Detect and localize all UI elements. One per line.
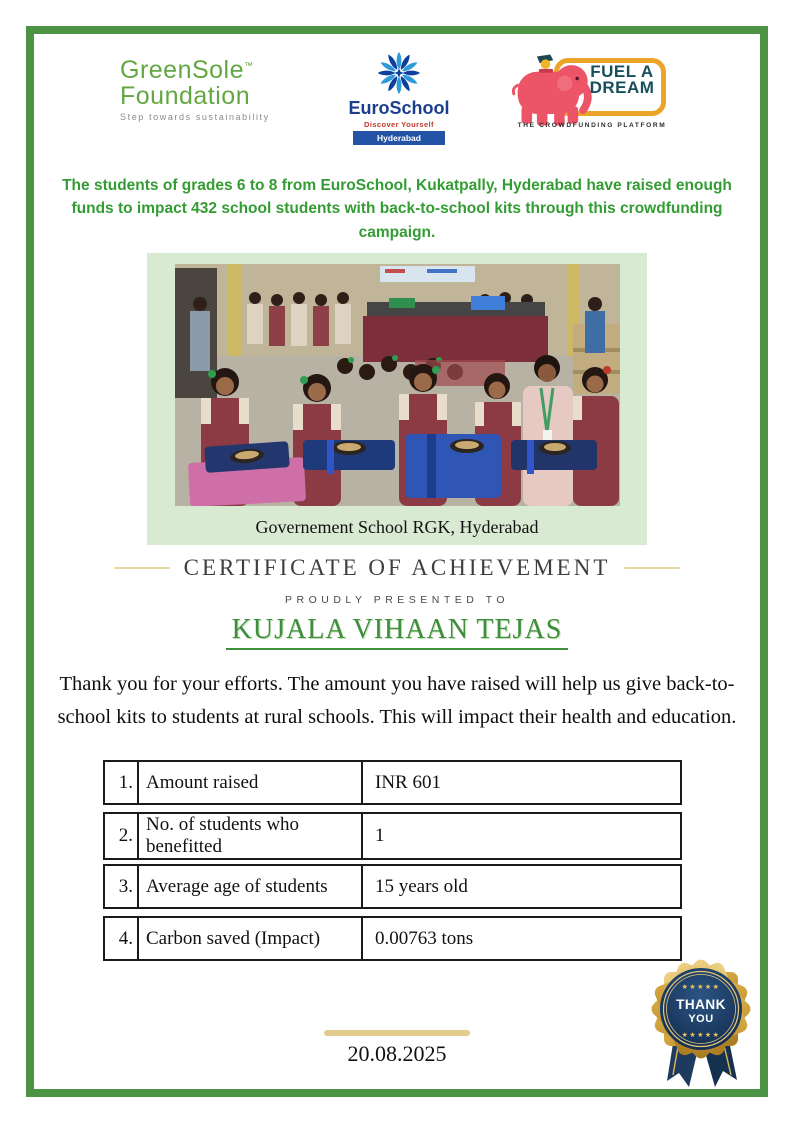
row-number: 3. — [103, 864, 137, 909]
photo-card — [147, 253, 647, 545]
certificate-title: CERTIFICATE OF ACHIEVEMENT — [183, 555, 611, 580]
table-row — [103, 864, 682, 909]
recipient-wrap — [0, 614, 794, 650]
row-number: 4. — [103, 916, 137, 961]
row-value: INR 601 — [363, 760, 682, 805]
thank-you-badge — [641, 953, 761, 1095]
badge-stars-bottom: ★★★★★ — [681, 1031, 721, 1039]
fueladream-line1: FUEL A — [590, 62, 654, 81]
row-label: Average age of students — [137, 864, 363, 909]
certificate-date: 20.08.2025 — [347, 1041, 447, 1066]
euroschool-logo — [344, 50, 454, 145]
fueladream-logo — [510, 52, 668, 132]
fueladream-wordmark — [582, 64, 662, 96]
greensole-tagline: Step towards sustainability — [120, 112, 270, 122]
title-rule-right — [624, 567, 680, 569]
badge-thank: THANK — [676, 997, 726, 1012]
table-row — [103, 760, 682, 805]
campaign-intro-text: The students of grades 6 to 8 from EuroSchool, Kukatpally, Hyderabad have raised enough funds to impact 432 school students with back-to-school kits through this crowdfunding campaign. — [62, 177, 732, 241]
row-value: 0.00763 tons — [363, 916, 682, 961]
euroschool-city-banner: Hyderabad — [353, 131, 445, 145]
photo-caption: Governement School RGK, Hyderabad — [255, 517, 539, 537]
fueladream-line2: DREAM — [589, 78, 655, 98]
school-photo-illustration — [175, 264, 620, 506]
impact-stats-table — [103, 760, 682, 961]
row-value: 1 — [363, 812, 682, 860]
euroschool-pinwheel-icon — [375, 50, 423, 96]
fueladream-tagline: THE CROWDFUNDING PLATFORM — [517, 122, 667, 129]
trademark-symbol: ™ — [244, 60, 254, 71]
euroschool-tagline: Discover Yourself — [364, 120, 434, 129]
recipient-name: KUJALA VIHAAN TEJAS — [226, 614, 569, 650]
date-rule — [324, 1030, 470, 1036]
certificate-title-row — [114, 555, 680, 581]
row-label: Amount raised — [137, 760, 363, 805]
row-number: 1. — [103, 760, 137, 805]
greensole-foundation-logo — [120, 58, 280, 122]
badge-stars-top: ★★★★★ — [681, 983, 721, 991]
row-number: 2. — [103, 812, 137, 860]
row-label: No. of students who benefitted — [137, 812, 363, 860]
badge-you: YOU — [688, 1013, 714, 1025]
presented-to-label: PROUDLY PRESENTED TO — [284, 594, 509, 606]
title-rule-left — [114, 567, 170, 569]
greensole-name — [120, 58, 280, 84]
greensole-name-text: GreenSole — [120, 56, 245, 84]
euroschool-name: EuroSchool — [348, 98, 450, 118]
table-row — [103, 916, 682, 961]
row-value: 15 years old — [363, 864, 682, 909]
row-label: Carbon saved (Impact) — [137, 916, 363, 961]
greensole-foundation-text: Foundation — [120, 81, 251, 110]
table-row — [103, 812, 682, 857]
badge-starburst — [649, 957, 754, 1062]
thank-you-message: Thank you for your efforts. The amount you have raised will help us give back-to-school kits to students at rural schools. This will impact their health and education. — [57, 673, 737, 728]
